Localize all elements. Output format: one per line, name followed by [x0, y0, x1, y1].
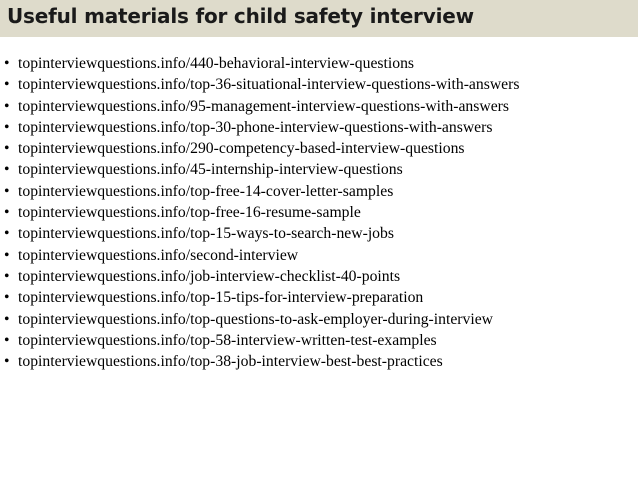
resource-link[interactable]: topinterviewquestions.info/top-15-tips-for-interview-preparation — [18, 289, 424, 307]
bullet-icon: • — [4, 182, 10, 200]
resource-link-list — [4, 53, 519, 372]
bullet-icon: • — [4, 76, 10, 94]
resource-link[interactable]: topinterviewquestions.info/440-behavioral-interview-questions — [18, 55, 415, 72]
bullet-icon: • — [4, 310, 10, 328]
list-item — [4, 202, 519, 223]
bullet-icon: • — [4, 225, 10, 243]
list-item — [4, 351, 519, 372]
list-item — [4, 330, 519, 351]
resource-link[interactable]: topinterviewquestions.info/95-management-interview-questions-with-answers — [18, 97, 509, 115]
list-item — [4, 53, 519, 74]
resource-link[interactable]: topinterviewquestions.info/top-15-ways-to-search-new-jobs — [18, 225, 394, 243]
bullet-icon: • — [4, 246, 10, 264]
resource-link[interactable]: topinterviewquestions.info/top-58-interview-written-test-examples — [18, 331, 437, 349]
resource-link[interactable]: topinterviewquestions.info/second-interview — [18, 246, 299, 264]
list-item — [4, 309, 519, 330]
resource-link[interactable]: topinterviewquestions.info/job-interview-checklist-40-points — [18, 267, 401, 285]
list-item — [4, 96, 519, 117]
list-item — [4, 138, 519, 159]
resource-link[interactable]: topinterviewquestions.info/top-free-16-resume-sample — [18, 204, 361, 222]
bullet-icon: • — [4, 161, 10, 179]
list-item — [4, 245, 519, 266]
bullet-icon: • — [4, 289, 10, 307]
bullet-icon: • — [4, 353, 10, 371]
bullet-icon: • — [4, 140, 10, 158]
list-item — [4, 266, 519, 287]
bullet-icon: • — [4, 118, 10, 136]
page-title: Useful materials for child safety interview — [7, 4, 474, 28]
bullet-icon: • — [4, 267, 10, 285]
resource-link[interactable]: topinterviewquestions.info/top-30-phone-interview-questions-with-answers — [18, 118, 493, 136]
resource-link[interactable]: topinterviewquestions.info/top-free-14-cover-letter-samples — [18, 182, 394, 200]
bullet-icon: • — [4, 204, 10, 222]
bullet-icon: • — [4, 331, 10, 349]
list-item — [4, 223, 519, 244]
resource-link[interactable]: topinterviewquestions.info/45-internship-interview-questions — [18, 161, 403, 179]
list-item — [4, 74, 519, 95]
list-item — [4, 181, 519, 202]
list-item — [4, 117, 519, 138]
resource-link[interactable]: topinterviewquestions.info/top-38-job-interview-best-best-practices — [18, 353, 443, 371]
title-bar — [0, 0, 638, 37]
resource-link[interactable]: topinterviewquestions.info/top-questions-to-ask-employer-during-interview — [18, 310, 493, 328]
bullet-icon: • — [4, 97, 10, 115]
resource-link[interactable]: topinterviewquestions.info/290-competency-based-interview-questions — [18, 140, 465, 158]
bullet-icon: • — [4, 55, 10, 72]
resource-link[interactable]: topinterviewquestions.info/top-36-situational-interview-questions-with-answers — [18, 76, 520, 94]
list-item — [4, 159, 519, 180]
list-item — [4, 287, 519, 308]
